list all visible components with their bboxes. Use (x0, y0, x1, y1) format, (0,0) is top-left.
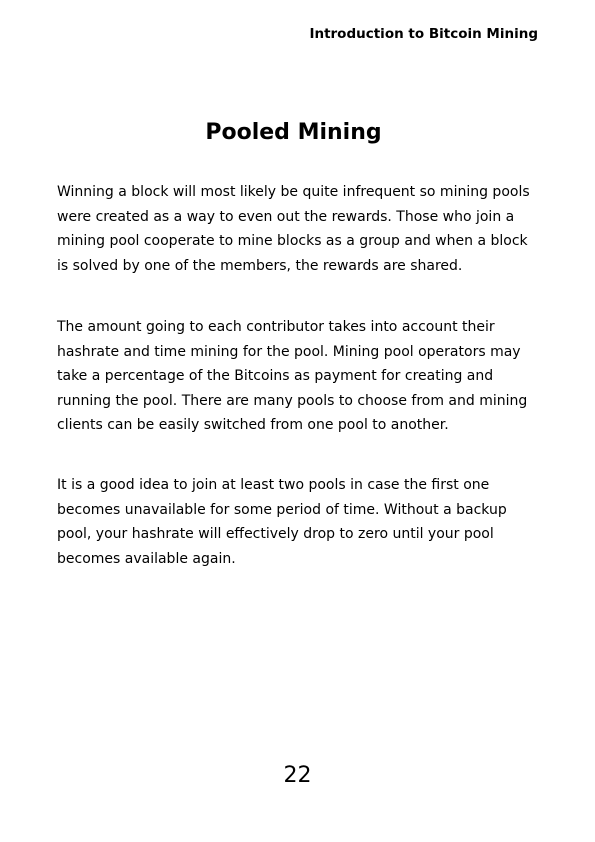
chapter-title: Pooled Mining (205, 120, 382, 145)
running-header: Introduction to Bitcoin Mining (309, 26, 538, 42)
page-number: 22 (283, 763, 312, 788)
paragraph: It is a good idea to join at least two pools in case the first one becomes unavailable for some period of time. Without a backup pool, your hashrate will effectively drop to zero until your pool becomes available again. (57, 477, 507, 567)
paragraph: Winning a block will most likely be quite infrequent so mining pools were created as a way to even out the rewards. Those who join a mining pool cooperate to mine blocks as a group and when a block is solved by one of the members, the rewards are shared. (57, 184, 530, 274)
paragraph: The amount going to each contributor takes into account their hashrate and time mining for the pool. Mining pool operators may take a percentage of the Bitcoins as payment for creating and running the pool. There are many pools to choose from and mining clients can be easily switched from one pool to another. (57, 319, 528, 433)
